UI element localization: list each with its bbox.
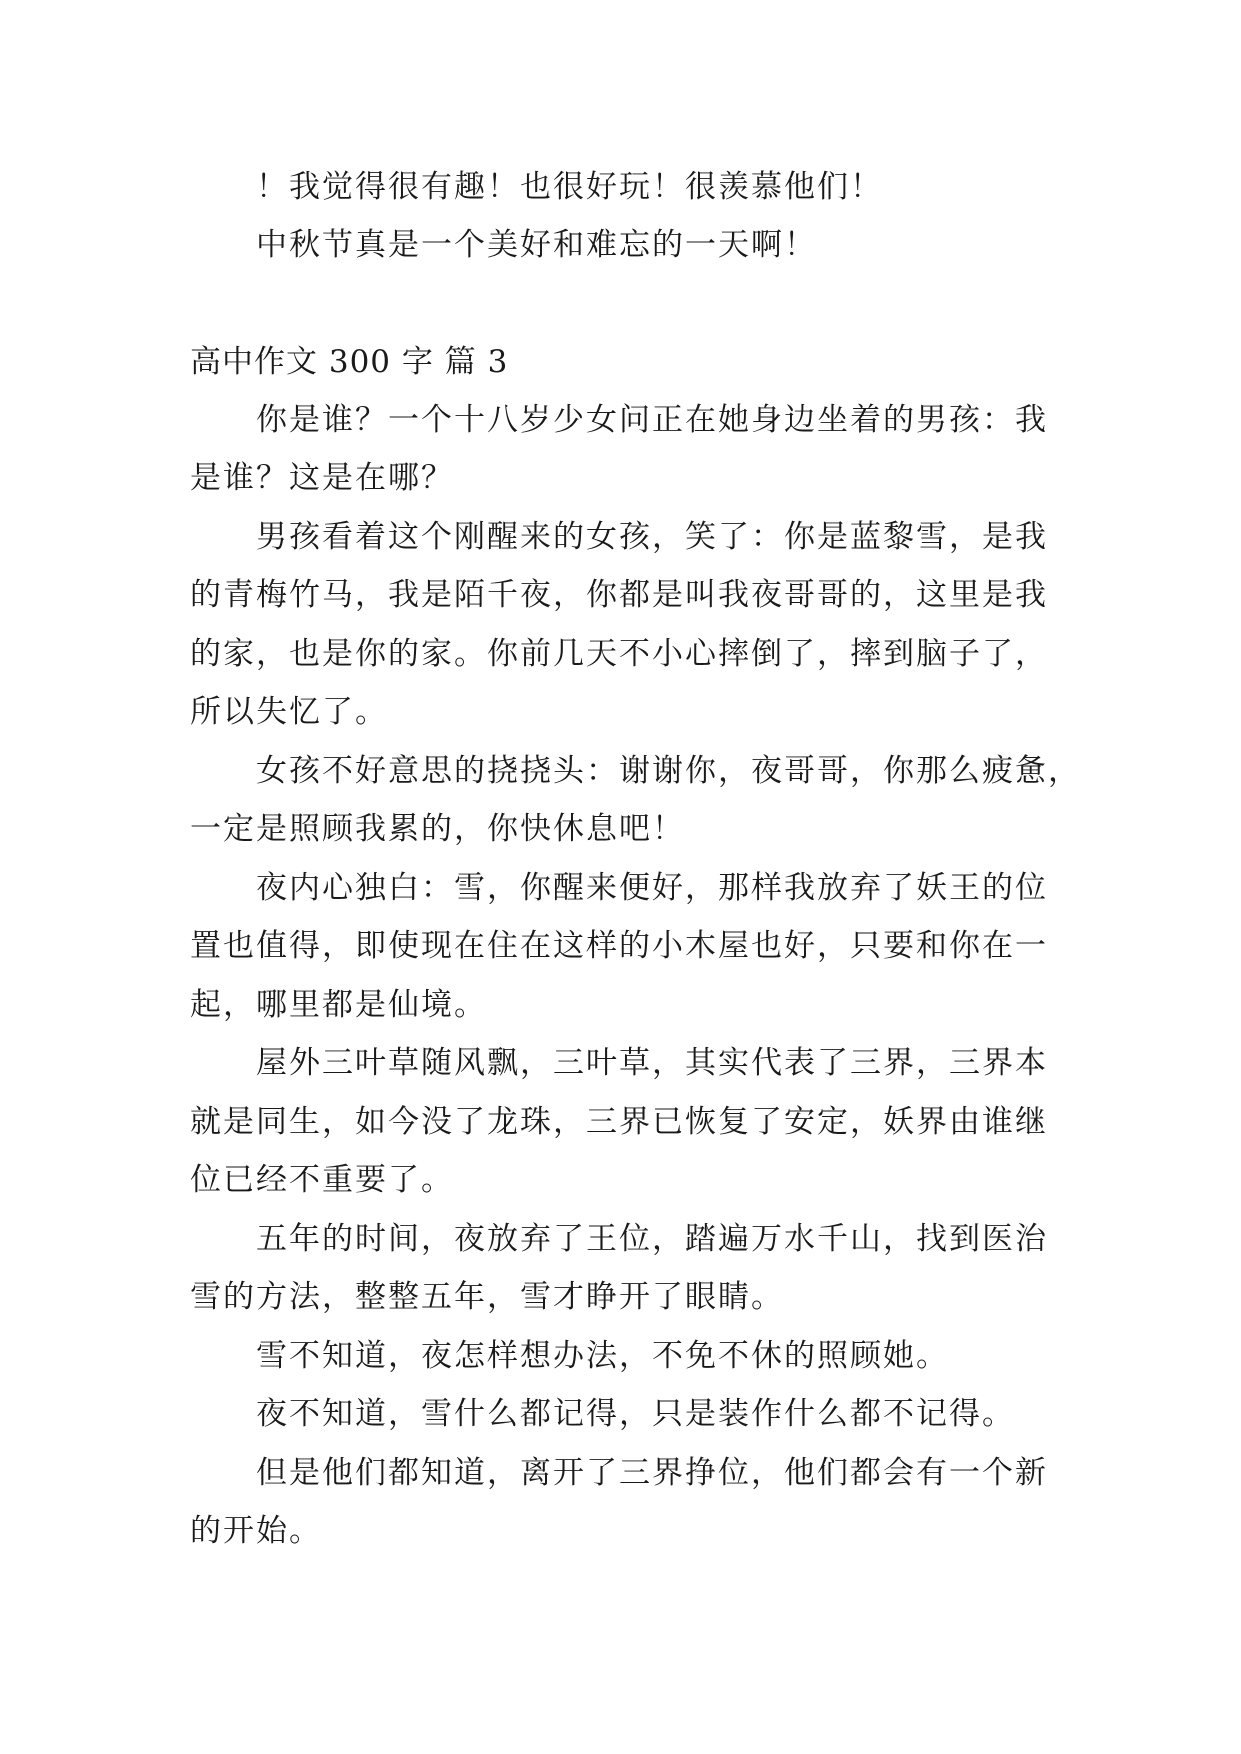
- paragraph-line: 五年的时间，夜放弃了王位，踏遍万水千山，找到医治: [256, 1221, 1048, 1257]
- paragraph-line: 屋外三叶草随风飘，三叶草，其实代表了三界，三界本: [256, 1045, 1048, 1081]
- paragraph-line: 雪的方法，整整五年，雪才睁开了眼睛。: [190, 1279, 784, 1315]
- paragraph-line: 位已经不重要了。: [190, 1162, 454, 1198]
- paragraph-line: 置也值得，即使现在住在这样的小木屋也好，只要和你在一: [190, 928, 1048, 964]
- paragraph-line: 雪不知道，夜怎样想办法，不免不休的照顾她。: [256, 1338, 949, 1374]
- paragraph-line: 中秋节真是一个美好和难忘的一天啊！: [256, 227, 817, 263]
- paragraph-line: 女孩不好意思的挠挠头：谢谢你，夜哥哥，你那么疲惫，: [256, 753, 1081, 789]
- section-heading: 高中作文 300 字 篇 3: [190, 344, 509, 380]
- paragraph-line: 但是他们都知道，离开了三界挣位，他们都会有一个新: [256, 1455, 1048, 1491]
- paragraph-line: 的青梅竹马，我是陌千夜，你都是叫我夜哥哥的，这里是我: [190, 577, 1048, 613]
- paragraph-line: 的家，也是你的家。你前几天不小心摔倒了，摔到脑子了，: [190, 636, 1048, 672]
- paragraph-line: 男孩看着这个刚醒来的女孩，笑了：你是蓝黎雪，是我: [256, 519, 1048, 555]
- paragraph-line: 夜不知道，雪什么都记得，只是装作什么都不记得。: [256, 1396, 1015, 1432]
- paragraph-line: 夜内心独白：雪，你醒来便好，那样我放弃了妖王的位: [256, 870, 1048, 906]
- paragraph-line: 就是同生，如今没了龙珠，三界已恢复了安定，妖界由谁继: [190, 1104, 1048, 1140]
- paragraph-line: 你是谁？一个十八岁少女问正在她身边坐着的男孩：我: [256, 402, 1048, 438]
- paragraph-line: 起，哪里都是仙境。: [190, 987, 487, 1023]
- paragraph-line: 的开始。: [190, 1513, 322, 1549]
- paragraph-line: ！我觉得很有趣！也很好玩！很羡慕他们！: [256, 169, 883, 205]
- paragraph-line: 所以失忆了。: [190, 694, 388, 730]
- paragraph-line: 一定是照顾我累的，你快休息吧！: [190, 811, 685, 847]
- paragraph-line: 是谁？这是在哪？: [190, 460, 454, 496]
